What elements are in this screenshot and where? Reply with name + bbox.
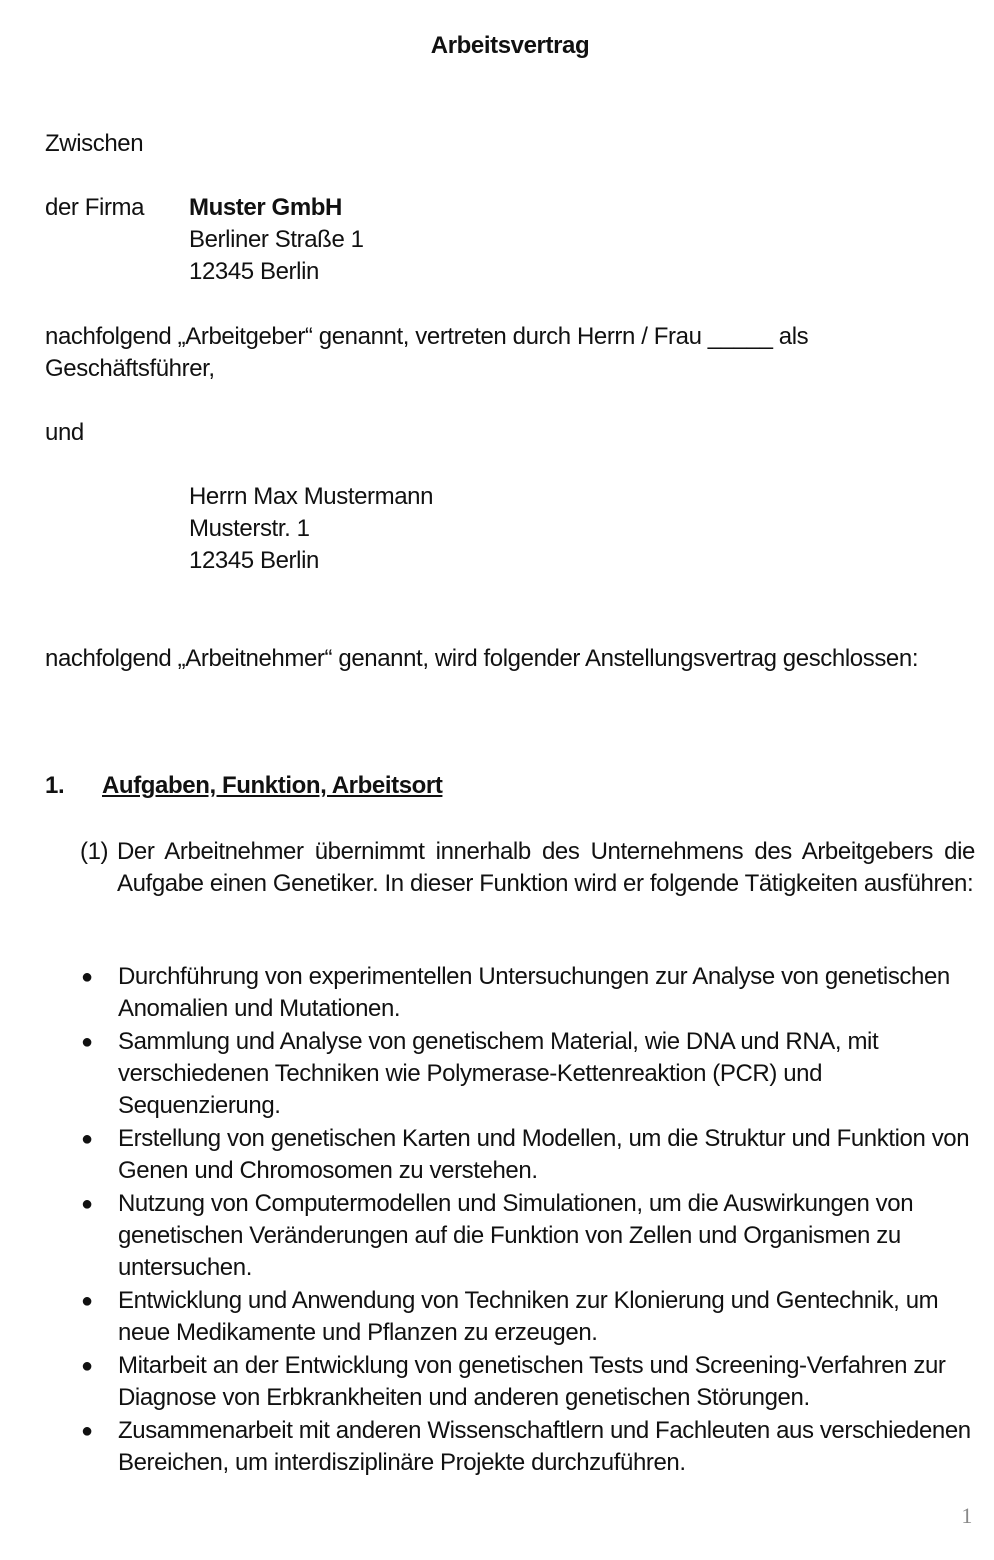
document-title: Arbeitsvertrag	[430, 32, 590, 59]
task-list	[80, 961, 975, 1480]
list-item-text: Erstellung von genetischen Karten und Modellen, um die Struktur und Funktion von Genen und Chromosomen zu verstehen.	[118, 1125, 970, 1184]
page-number: 1	[961, 1503, 972, 1528]
list-item-text: Zusammenarbeit mit anderen Wissenschaftlern und Fachleuten aus verschiedenen Bereichen, um interdisziplinäre Projekte durchzuführen.	[118, 1417, 971, 1476]
section-paragraph	[80, 836, 975, 900]
employer-clause-line1: nachfolgend „Arbeitgeber“ genannt, vertreten durch Herrn / Frau _____ als	[45, 323, 809, 350]
employer-name: Muster GmbH	[189, 194, 342, 221]
list-item	[80, 1123, 975, 1187]
list-item-text: Sammlung und Analyse von genetischem Material, wie DNA und RNA, mit verschiedenen Techniken wie Polymerase-Kettenreaktion (PCR) und Sequenzierung.	[118, 1028, 879, 1119]
bullet-icon: ●	[81, 1193, 93, 1215]
list-item-text: Nutzung von Computermodellen und Simulationen, um die Auswirkungen von genetischen Veränderungen auf die Funktion von Zellen und Organismen zu untersuchen.	[118, 1190, 914, 1281]
zwischen-label: Zwischen	[45, 130, 144, 157]
list-item	[80, 1026, 975, 1122]
employer-city: 12345 Berlin	[189, 258, 319, 285]
list-item	[80, 1285, 975, 1349]
employee-city: 12345 Berlin	[189, 547, 319, 574]
employer-street: Berliner Straße 1	[189, 226, 364, 253]
employee-name: Herrn Max Mustermann	[189, 483, 434, 510]
list-item	[80, 1415, 975, 1479]
list-item	[80, 1188, 975, 1284]
section-title: Aufgaben, Funktion, Arbeitsort	[102, 772, 443, 799]
list-item-text: Mitarbeit an der Entwicklung von genetischen Tests und Screening-Verfahren zur Diagnose von Erbkrankheiten und anderen genetischen Störungen.	[118, 1352, 946, 1411]
bullet-icon: ●	[81, 1128, 93, 1150]
employer-clause-line2: Geschäftsführer,	[45, 355, 215, 382]
list-item	[80, 1350, 975, 1414]
bullet-icon: ●	[81, 1420, 93, 1442]
bullet-icon: ●	[81, 1031, 93, 1053]
employee-clause: nachfolgend „Arbeitnehmer“ genannt, wird folgender Anstellungsvertrag geschlossen:	[45, 645, 919, 672]
employee-street: Musterstr. 1	[189, 515, 310, 542]
firma-label: der Firma	[45, 194, 145, 221]
list-item-text: Durchführung von experimentellen Untersuchungen zur Analyse von genetischen Anomalien und Mutationen.	[118, 963, 950, 1022]
paragraph-number: (1)	[80, 838, 109, 865]
list-item	[80, 961, 975, 1025]
und-label: und	[45, 419, 84, 446]
section-number: 1.	[45, 772, 65, 799]
bullet-icon: ●	[81, 966, 93, 988]
section-heading	[45, 770, 442, 802]
bullet-icon: ●	[81, 1355, 93, 1377]
paragraph-text: Der Arbeitnehmer übernimmt innerhalb des Unternehmens des Arbeitgebers die Aufgabe einen Genetiker. In dieser Funktion wird er folgende Tätigkeiten ausführen:	[117, 838, 975, 897]
list-item-text: Entwicklung und Anwendung von Techniken zur Klonierung und Gentechnik, um neue Medikamente und Pflanzen zu erzeugen.	[118, 1287, 939, 1346]
bullet-icon: ●	[81, 1290, 93, 1312]
